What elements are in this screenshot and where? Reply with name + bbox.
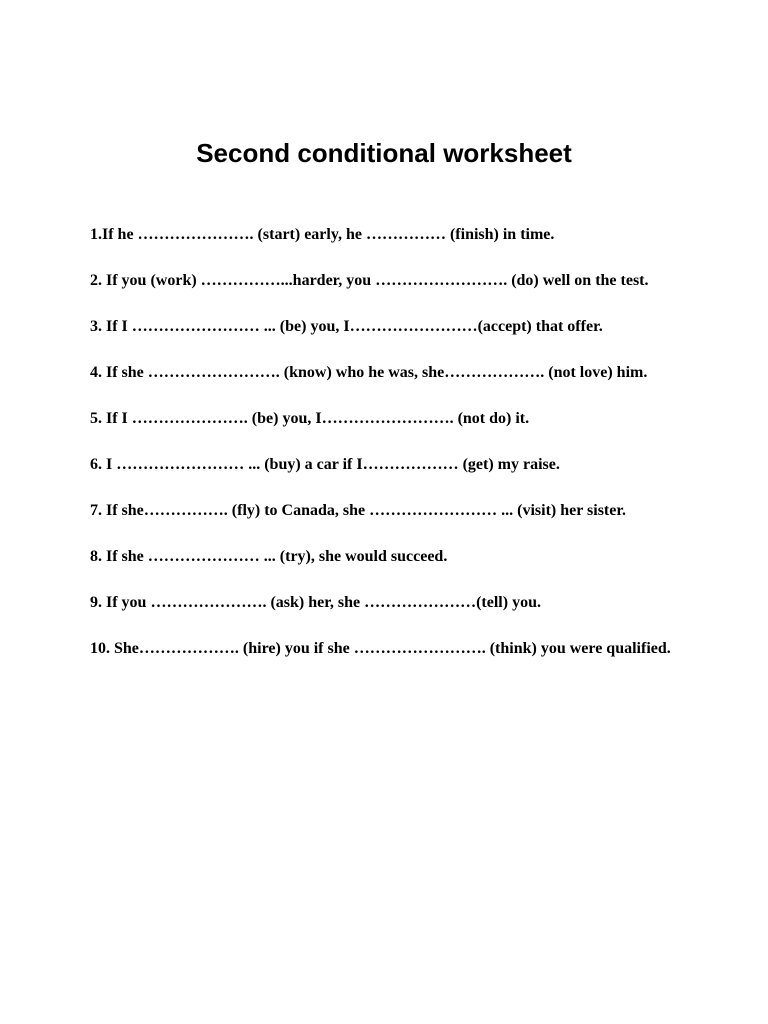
question-3: 3. If I …………………… ... (be) you, I……………………(accept) that offer. <box>90 318 603 335</box>
question-9: 9. If you …………………. (ask) her, she …………………(tell) you. <box>90 594 541 611</box>
page-title: Second conditional worksheet <box>196 138 572 168</box>
question-7: 7. If she……………. (fly) to Canada, she …………………… ... (visit) her sister. <box>90 502 626 519</box>
question-5: 5. If I …………………. (be) you, I……………………. (not do) it. <box>90 410 530 427</box>
question-1: 1.If he …………………. (start) early, he …………… (finish) in time. <box>90 226 555 243</box>
question-list <box>90 224 680 684</box>
question-10: 10. She………………. (hire) you if she ……………………. (think) you were qualified. <box>90 640 671 657</box>
question-4: 4. If she ……………………. (know) who he was, she………………. (not love) him. <box>90 364 648 381</box>
question-2: 2. If you (work) ……………...harder, you ……………………. (do) well on the test. <box>90 272 649 289</box>
question-6: 6. I …………………… ... (buy) a car if I……………… (get) my raise. <box>90 456 560 473</box>
question-8: 8. If she ………………… ... (try), she would succeed. <box>90 548 448 565</box>
